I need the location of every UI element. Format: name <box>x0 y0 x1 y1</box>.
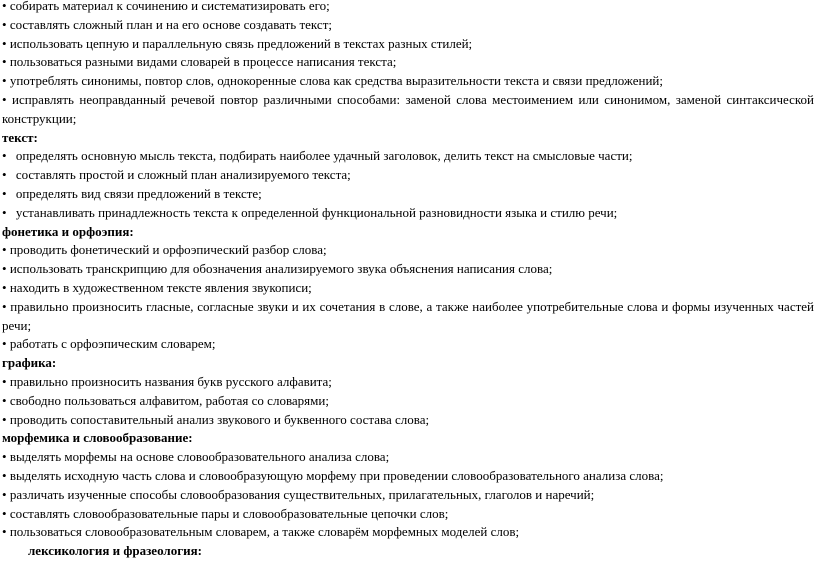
bullet-icon: • <box>2 73 7 89</box>
section-text <box>2 129 814 223</box>
section-heading: морфемика и словообразование: <box>2 430 193 446</box>
list-item: • определять основную мысль текста, подбирать наиболее удачный заголовок, делить текст на смысловые части; <box>2 148 633 164</box>
bullet-icon: • <box>2 392 7 408</box>
bullet-icon: • <box>2 298 7 314</box>
list-item: • выделять исходную часть слова и словообразующую морфему при проведении словообразовательного анализа слова; <box>2 467 664 483</box>
bullet-icon: • <box>2 148 7 164</box>
bullet-icon: • <box>2 467 7 483</box>
section-morphemics <box>2 429 814 542</box>
bullet-icon: • <box>2 54 7 70</box>
list-item: • правильно произносить гласные, согласные звуки и их сочетания в слове, а также наиболее употребительные слова и формы изученных частей речи; <box>2 298 814 333</box>
list-item: • собирать материал к сочинению и систематизировать его; <box>2 0 330 13</box>
list-item: • употреблять синонимы, повтор слов, однокоренные слова как средства выразительности текста и связи предложений; <box>2 73 663 89</box>
section-heading: текст: <box>2 129 38 145</box>
bullet-icon: • <box>2 91 7 107</box>
list-item: • использовать цепную и параллельную связь предложений в текстах разных стилей; <box>2 35 473 51</box>
section-heading: графика: <box>2 355 57 371</box>
bullet-icon: • <box>2 16 7 32</box>
bullet-icon: • <box>2 373 7 389</box>
bullet-icon: • <box>2 505 7 521</box>
list-item: • составлять простой и сложный план анализируемого текста; <box>2 167 351 183</box>
list-item: • устанавливать принадлежность текста к определенной функциональной разновидности языка и стилю речи; <box>2 204 618 220</box>
list-item: • проводить фонетический и орфоэпический разбор слова; <box>2 242 327 258</box>
list-item: • использовать транскрипцию для обозначения анализируемого звука объяснения написания слова; <box>2 261 553 277</box>
list-item: • работать с орфоэпическим словарем; <box>2 336 216 352</box>
bullet-icon: • <box>2 242 7 258</box>
section-writing-skills <box>2 0 814 129</box>
list-item: • находить в художественном тексте явления звукописи; <box>2 279 312 295</box>
bullet-icon: • <box>2 336 7 352</box>
list-item: • выделять морфемы на основе словообразовательного анализа слова; <box>2 449 390 465</box>
list-item: • пользоваться словообразовательным словарем, а также словарём морфемных моделей слов; <box>2 524 520 540</box>
list-item: • составлять сложный план и на его основе создавать текст; <box>2 16 332 32</box>
section-heading: лексикология и фразеология: <box>28 543 202 559</box>
list-item: • составлять словообразовательные пары и словообразовательные цепочки слов; <box>2 505 449 521</box>
section-lexicology <box>2 542 814 561</box>
list-item: • правильно произносить названия букв русского алфавита; <box>2 373 332 389</box>
bullet-icon: • <box>2 0 7 13</box>
bullet-icon: • <box>2 411 7 427</box>
bullet-icon: • <box>2 204 7 220</box>
list-item: • исправлять неоправданный речевой повтор различными способами: заменой слова местоимением или синонимом, заменой синтаксической конструкции; <box>2 91 815 126</box>
section-graphics <box>2 354 814 429</box>
bullet-icon: • <box>2 524 7 540</box>
list-item: • пользоваться разными видами словарей в процессе написания текста; <box>2 54 397 70</box>
bullet-icon: • <box>2 185 7 201</box>
list-item: • проводить сопоставительный анализ звукового и буквенного состава слова; <box>2 411 430 427</box>
section-heading: фонетика и орфоэпия: <box>2 223 134 239</box>
bullet-icon: • <box>2 279 7 295</box>
bullet-icon: • <box>2 449 7 465</box>
list-item: • свободно пользоваться алфавитом, работая со словарями; <box>2 392 329 408</box>
bullet-icon: • <box>2 167 7 183</box>
section-phonetics <box>2 223 814 355</box>
bullet-icon: • <box>2 486 7 502</box>
bullet-icon: • <box>2 35 7 51</box>
list-item: • определять вид связи предложений в тексте; <box>2 185 262 201</box>
list-item: • различать изученные способы словообразования существительных, прилагательных, глаголов и наречий; <box>2 486 595 502</box>
bullet-icon: • <box>2 261 7 277</box>
